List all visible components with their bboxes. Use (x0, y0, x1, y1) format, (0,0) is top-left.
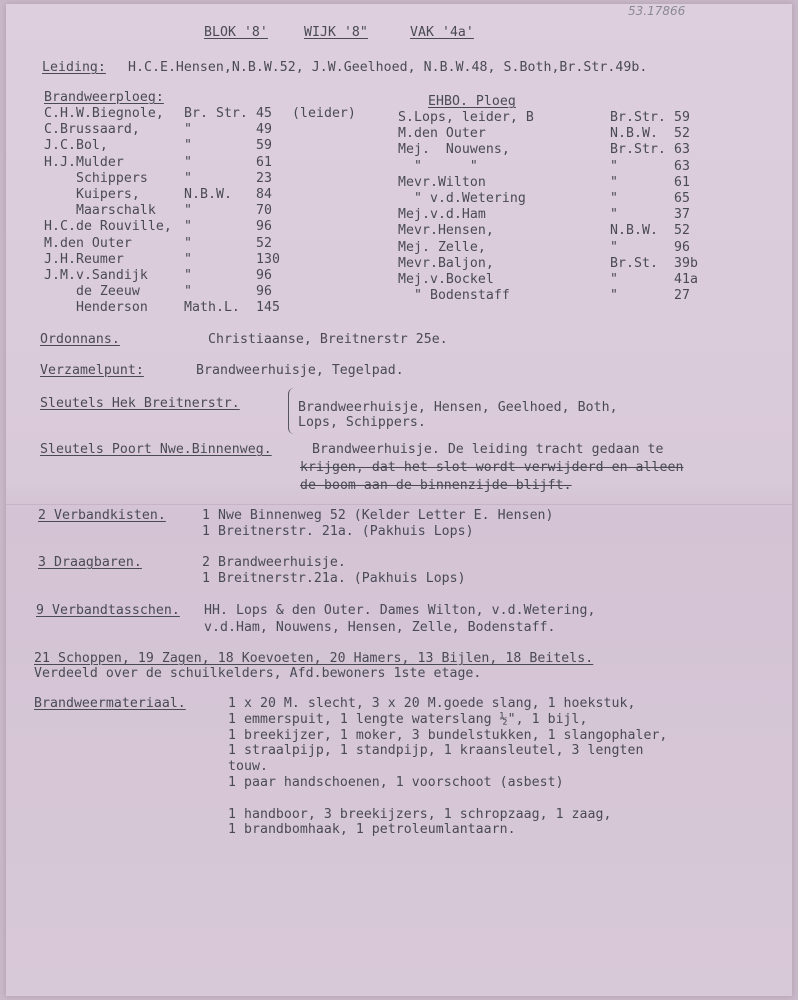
brandweermateriaal-line: touw. (228, 759, 268, 775)
ehbo-street: Br.Str. (610, 142, 666, 158)
ehbo-number: 65 (674, 191, 690, 206)
ehbo-street: N.B.W. (610, 223, 658, 239)
brandweerploeg-name: J.C.Bol, (44, 138, 108, 154)
verbandkisten-line2: 1 Breitnerstr. 21a. (Pakhuis Lops) (202, 524, 474, 539)
ehbo-name: " " (398, 158, 478, 174)
brandweerploeg-name: Schippers (44, 170, 148, 186)
brandweerploeg-street: Br. Str. (184, 106, 248, 121)
brandweerploeg-number: 61 (256, 154, 272, 170)
ehbo-name: Mevr.Baljon, (398, 255, 494, 271)
brandweerploeg-street: " (184, 170, 192, 186)
ehbo-heading: EHBO. Ploeg (428, 94, 516, 109)
verbandtasschen-line1: HH. Lops & den Outer. Dames Wilton, v.d.Wetering, (204, 603, 596, 618)
brandweerploeg-street: N.B.W. (184, 187, 232, 202)
sleutels-poort-line2: krijgen, dat het slot wordt verwijderd en alleen (300, 460, 684, 475)
ehbo-name: Mej.v.Bockel (398, 272, 494, 287)
brandweerploeg-number: 49 (256, 122, 272, 138)
ehbo-name: " v.d.Wetering (398, 191, 526, 206)
brandweerploeg-name: C.H.W.Biegnole, (44, 106, 164, 121)
brandweerploeg-street: " (184, 154, 192, 170)
ehbo-name: M.den Outer (398, 126, 486, 142)
ehbo-number: 39b (674, 255, 698, 271)
brandweerploeg-number: 70 (256, 203, 272, 219)
ehbo-street: " (610, 174, 618, 190)
ehbo-number: 63 (674, 158, 690, 174)
ehbo-name: Mevr.Wilton (398, 174, 486, 190)
draagbaren-line2: 1 Breitnerstr.21a. (Pakhuis Lops) (202, 571, 466, 586)
brandweerploeg-name: C.Brussaard, (44, 122, 140, 138)
ehbo-number: 27 (674, 288, 690, 304)
leiding-text: H.C.E.Hensen,N.B.W.52, J.W.Geelhoed, N.B.W.48, S.Both,Br.Str.49b. (128, 60, 648, 75)
sleutels-hek-line1: Brandweerhuisje, Hensen, Geelhoed, Both, (298, 400, 618, 415)
ehbo-number: 96 (674, 239, 690, 255)
brandweerploeg-number: 96 (256, 268, 272, 283)
ehbo-number: 59 (674, 110, 690, 125)
ehbo-street: " (610, 239, 618, 255)
header-blok: BLOK '8' (204, 25, 268, 40)
brandweerploeg-name: H.C.de Rouville, (44, 219, 172, 235)
brandweerploeg-number: 96 (256, 284, 272, 300)
ehbo-number: 61 (674, 174, 690, 190)
ordonnans-label: Ordonnans. (40, 332, 120, 347)
archive-number: 53.17866 (628, 4, 686, 18)
sleutels-poort-line1: Brandweerhuisje. De leiding tracht gedaan te (312, 442, 664, 457)
brandweerploeg-street: " (184, 122, 192, 138)
brandweerploeg-note: (leider) (292, 106, 356, 121)
brandweerploeg-number: 52 (256, 235, 272, 251)
sleutels-poort-label: Sleutels Poort Nwe.Binnenweg. (40, 442, 272, 457)
verbandkisten-label: 2 Verbandkisten. (38, 508, 166, 523)
ehbo-street: " (610, 288, 618, 304)
ehbo-street: " (610, 272, 618, 287)
brandweerploeg-name: J.M.v.Sandijk (44, 268, 148, 283)
brandweerploeg-street: " (184, 219, 192, 235)
ehbo-street: Br.St. (610, 255, 658, 271)
ehbo-name: Mej. Nouwens, (398, 142, 510, 158)
brandweerploeg-number: 23 (256, 170, 272, 186)
ehbo-number: 52 (674, 223, 690, 239)
gereedschap-line2: Verdeeld over de schuilkelders, Afd.bewoners 1ste etage. (34, 666, 482, 681)
ehbo-street: " (610, 207, 618, 223)
gereedschap-line1: 21 Schoppen, 19 Zagen, 18 Koevoeten, 20 Hamers, 13 Bijlen, 18 Beitels. (34, 651, 594, 666)
ehbo-name: " Bodenstaff (398, 288, 510, 304)
verzamelpunt-label: Verzamelpunt: (40, 363, 144, 378)
header-wijk: WIJK '8" (304, 25, 368, 40)
sleutels-hek-label: Sleutels Hek Breitnerstr. (40, 396, 240, 411)
ehbo-name: S.Lops, leider, B (398, 110, 534, 125)
brandweermateriaal-line: 1 x 20 M. slecht, 3 x 20 M.goede slang, 1 hoekstuk, (228, 696, 636, 711)
ehbo-number: 37 (674, 207, 690, 223)
brandweermateriaal-line: 1 brandbomhaak, 1 petroleumlantaarn. (228, 822, 516, 838)
ehbo-name: Mej.v.d.Ham (398, 207, 486, 223)
draagbaren-line1: 2 Brandweerhuisje. (202, 555, 346, 570)
brandweermateriaal-line: 1 handboor, 3 breekijzers, 1 schropzaag, 1 zaag, (228, 806, 612, 822)
brandweerploeg-street: Math.L. (184, 300, 240, 316)
header-vak: VAK '4a' (410, 25, 474, 40)
brandweermateriaal-line: 1 emmerspuit, 1 lengte waterslang ½", 1 bijl, (228, 711, 588, 727)
ordonnans-text: Christiaanse, Breitnerstr 25e. (208, 332, 448, 347)
verzamelpunt-text: Brandweerhuisje, Tegelpad. (196, 363, 404, 378)
ehbo-street: N.B.W. (610, 126, 658, 142)
brandweermateriaal-line: 1 paar handschoenen, 1 voorschoot (asbest) (228, 775, 564, 790)
ehbo-number: 52 (674, 126, 690, 142)
brandweerploeg-number: 130 (256, 251, 280, 267)
leiding-label: Leiding: (42, 60, 106, 75)
brandweerploeg-number: 59 (256, 138, 272, 154)
ehbo-street: " (610, 191, 618, 206)
ehbo-name: Mevr.Hensen, (398, 223, 494, 239)
verbandtasschen-line2: v.d.Ham, Nouwens, Hensen, Zelle, Bodenstaff. (204, 620, 556, 635)
brandweerploeg-name: de Zeeuw (44, 284, 140, 300)
ehbo-street: " (610, 158, 618, 174)
brandweerploeg-street: " (184, 284, 192, 300)
brace-mark (288, 388, 297, 434)
ehbo-name: Mej. Zelle, (398, 239, 486, 255)
ehbo-street: Br.Str. (610, 110, 666, 125)
brandweermateriaal-label: Brandweermateriaal. (34, 696, 186, 711)
draagbaren-label: 3 Draagbaren. (38, 555, 142, 570)
verbandtasschen-label: 9 Verbandtasschen. (36, 603, 180, 618)
brandweerploeg-number: 45 (256, 106, 272, 121)
brandweermateriaal-line: 1 breekijzer, 1 moker, 3 bundelstukken, 1 slangophaler, (228, 727, 668, 743)
brandweerploeg-name: H.J.Mulder (44, 154, 124, 170)
ehbo-number: 41a (674, 272, 698, 287)
brandweerploeg-number: 84 (256, 187, 272, 202)
sleutels-hek-line2: Lops, Schippers. (298, 415, 426, 430)
brandweerploeg-street: " (184, 251, 192, 267)
brandweerploeg-street: " (184, 268, 192, 283)
brandweerploeg-street: " (184, 138, 192, 154)
brandweerploeg-name: M.den Outer (44, 235, 132, 251)
brandweerploeg-heading: Brandweerploeg: (44, 90, 164, 105)
brandweerploeg-street: " (184, 235, 192, 251)
brandweerploeg-name: Kuipers, (44, 187, 140, 202)
brandweermateriaal-line: 1 straalpijp, 1 standpijp, 1 kraansleutel, 3 lengten (228, 743, 644, 759)
verbandkisten-line1: 1 Nwe Binnenweg 52 (Kelder Letter E. Hensen) (202, 508, 554, 523)
brandweerploeg-number: 96 (256, 219, 272, 235)
ehbo-number: 63 (674, 142, 690, 158)
brandweerploeg-number: 145 (256, 300, 280, 316)
brandweerploeg-name: J.H.Reumer (44, 251, 124, 267)
sleutels-poort-line3: de boom aan de binnenzijde blijft. (300, 478, 572, 493)
brandweerploeg-name: Henderson (44, 300, 148, 316)
brandweerploeg-name: Maarschalk (44, 203, 156, 219)
paper-fold-line (6, 504, 792, 505)
brandweerploeg-street: " (184, 203, 192, 219)
